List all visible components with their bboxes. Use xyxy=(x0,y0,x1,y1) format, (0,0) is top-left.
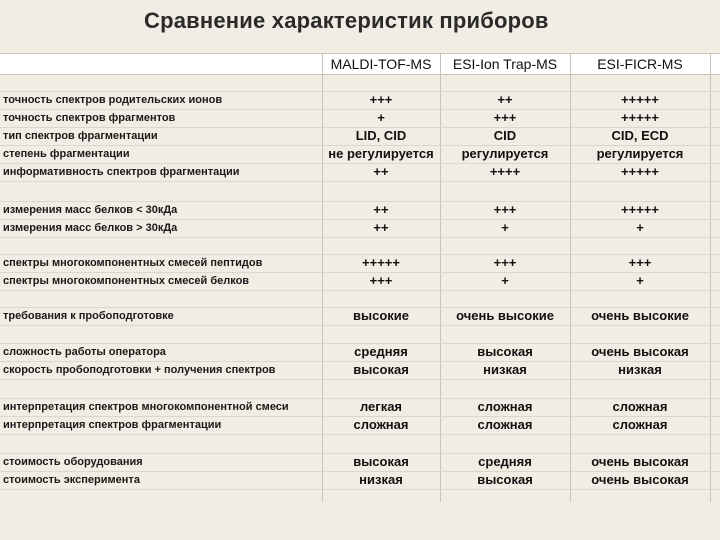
table-row xyxy=(0,471,720,490)
row-value: очень высокая xyxy=(591,344,689,359)
row-value: +++++ xyxy=(621,164,659,179)
row-value: высокая xyxy=(353,362,409,377)
row-value: ++++ xyxy=(489,164,521,179)
row-value: + xyxy=(501,273,509,288)
row-value: очень высокая xyxy=(591,454,689,469)
row-label: спектры многокомпонентных смесей белков xyxy=(3,275,250,287)
row-value: средняя xyxy=(478,454,532,469)
row-value: сложная xyxy=(612,399,668,414)
row-value: + xyxy=(501,220,509,235)
row-value: +++ xyxy=(493,202,517,217)
row-value: +++ xyxy=(493,110,517,125)
row-label: интерпретация спектров многокомпонентной смеси xyxy=(3,401,289,413)
row-value: сложная xyxy=(612,417,668,432)
row-value: + xyxy=(377,110,385,125)
separator-row xyxy=(0,73,720,92)
table-row xyxy=(0,453,720,472)
row-value: +++ xyxy=(369,92,393,107)
table-row xyxy=(0,109,720,128)
separator-row xyxy=(0,183,720,202)
row-value: ++ xyxy=(373,164,389,179)
table-row xyxy=(0,398,720,417)
row-label: степень фрагментации xyxy=(3,148,130,160)
row-label: скорость пробоподготовки + получения спектров xyxy=(3,364,276,376)
row-label: информативность спектров фрагментации xyxy=(3,166,240,178)
row-value: + xyxy=(636,220,644,235)
row-value: низкая xyxy=(359,472,403,487)
row-value: +++ xyxy=(628,255,652,270)
row-value: очень высокие xyxy=(456,308,554,323)
column-header-ion-trap: ESI-Ion Trap-MS xyxy=(452,56,558,72)
row-value: сложная xyxy=(353,417,409,432)
row-value: CID, ECD xyxy=(611,128,669,143)
row-value: +++++ xyxy=(362,255,400,270)
page-title: Сравнение характеристик приборов xyxy=(144,8,549,33)
row-value: ++ xyxy=(373,202,389,217)
row-value: не регулируется xyxy=(328,146,434,161)
row-value: ++ xyxy=(373,220,389,235)
row-value: + xyxy=(636,273,644,288)
table-row xyxy=(0,307,720,326)
separator-row xyxy=(0,435,720,454)
row-value: высокая xyxy=(353,454,409,469)
row-value: +++++ xyxy=(621,92,659,107)
row-value: LID, CID xyxy=(355,128,407,143)
row-value: ++ xyxy=(497,92,513,107)
row-value: CID xyxy=(493,128,517,143)
column-header-maldi: MALDI-TOF-MS xyxy=(330,56,432,72)
row-label: измерения масс белков < 30кДа xyxy=(3,204,178,216)
table-row xyxy=(0,145,720,164)
table-row xyxy=(0,91,720,110)
row-value: сложная xyxy=(477,399,533,414)
row-value: регулируется xyxy=(461,146,549,161)
row-value: низкая xyxy=(618,362,662,377)
row-value: очень высокая xyxy=(591,472,689,487)
table-row xyxy=(0,201,720,220)
row-label: спектры многокомпонентных смесей пептидов xyxy=(3,257,263,269)
row-value: высокая xyxy=(477,472,533,487)
row-label: стоимость эксперимента xyxy=(3,474,140,486)
row-label: сложность работы оператора xyxy=(3,346,166,358)
table-row xyxy=(0,163,720,182)
row-value: высокая xyxy=(477,344,533,359)
row-value: +++ xyxy=(369,273,393,288)
row-value: высокие xyxy=(353,308,409,323)
table-header xyxy=(0,53,720,75)
row-value: сложная xyxy=(477,417,533,432)
row-label: требования к пробоподготовке xyxy=(3,310,174,322)
row-value: очень высокие xyxy=(591,308,689,323)
row-value: регулируется xyxy=(596,146,684,161)
row-value: +++++ xyxy=(621,110,659,125)
row-label: тип спектров фрагментации xyxy=(3,130,158,142)
separator-row xyxy=(0,380,720,399)
row-value: +++++ xyxy=(621,202,659,217)
row-label: стоимость оборудования xyxy=(3,456,143,468)
row-label: точность спектров фрагментов xyxy=(3,112,176,124)
row-value: низкая xyxy=(483,362,527,377)
row-value: легкая xyxy=(359,399,403,414)
table-row xyxy=(0,127,720,146)
separator-row xyxy=(0,325,720,344)
column-header-ficr: ESI-FICR-MS xyxy=(597,56,683,72)
row-label: интерпретация спектров фрагментации xyxy=(3,419,222,431)
separator-row xyxy=(0,236,720,255)
row-value: средняя xyxy=(354,344,408,359)
table-row xyxy=(0,361,720,380)
table-row xyxy=(0,416,720,435)
row-label: точность спектров родительских ионов xyxy=(3,94,223,106)
separator-row xyxy=(0,289,720,308)
row-value: +++ xyxy=(493,255,517,270)
table-row xyxy=(0,254,720,273)
row-label: измерения масс белков > 30кДа xyxy=(3,222,178,234)
table-row xyxy=(0,343,720,362)
